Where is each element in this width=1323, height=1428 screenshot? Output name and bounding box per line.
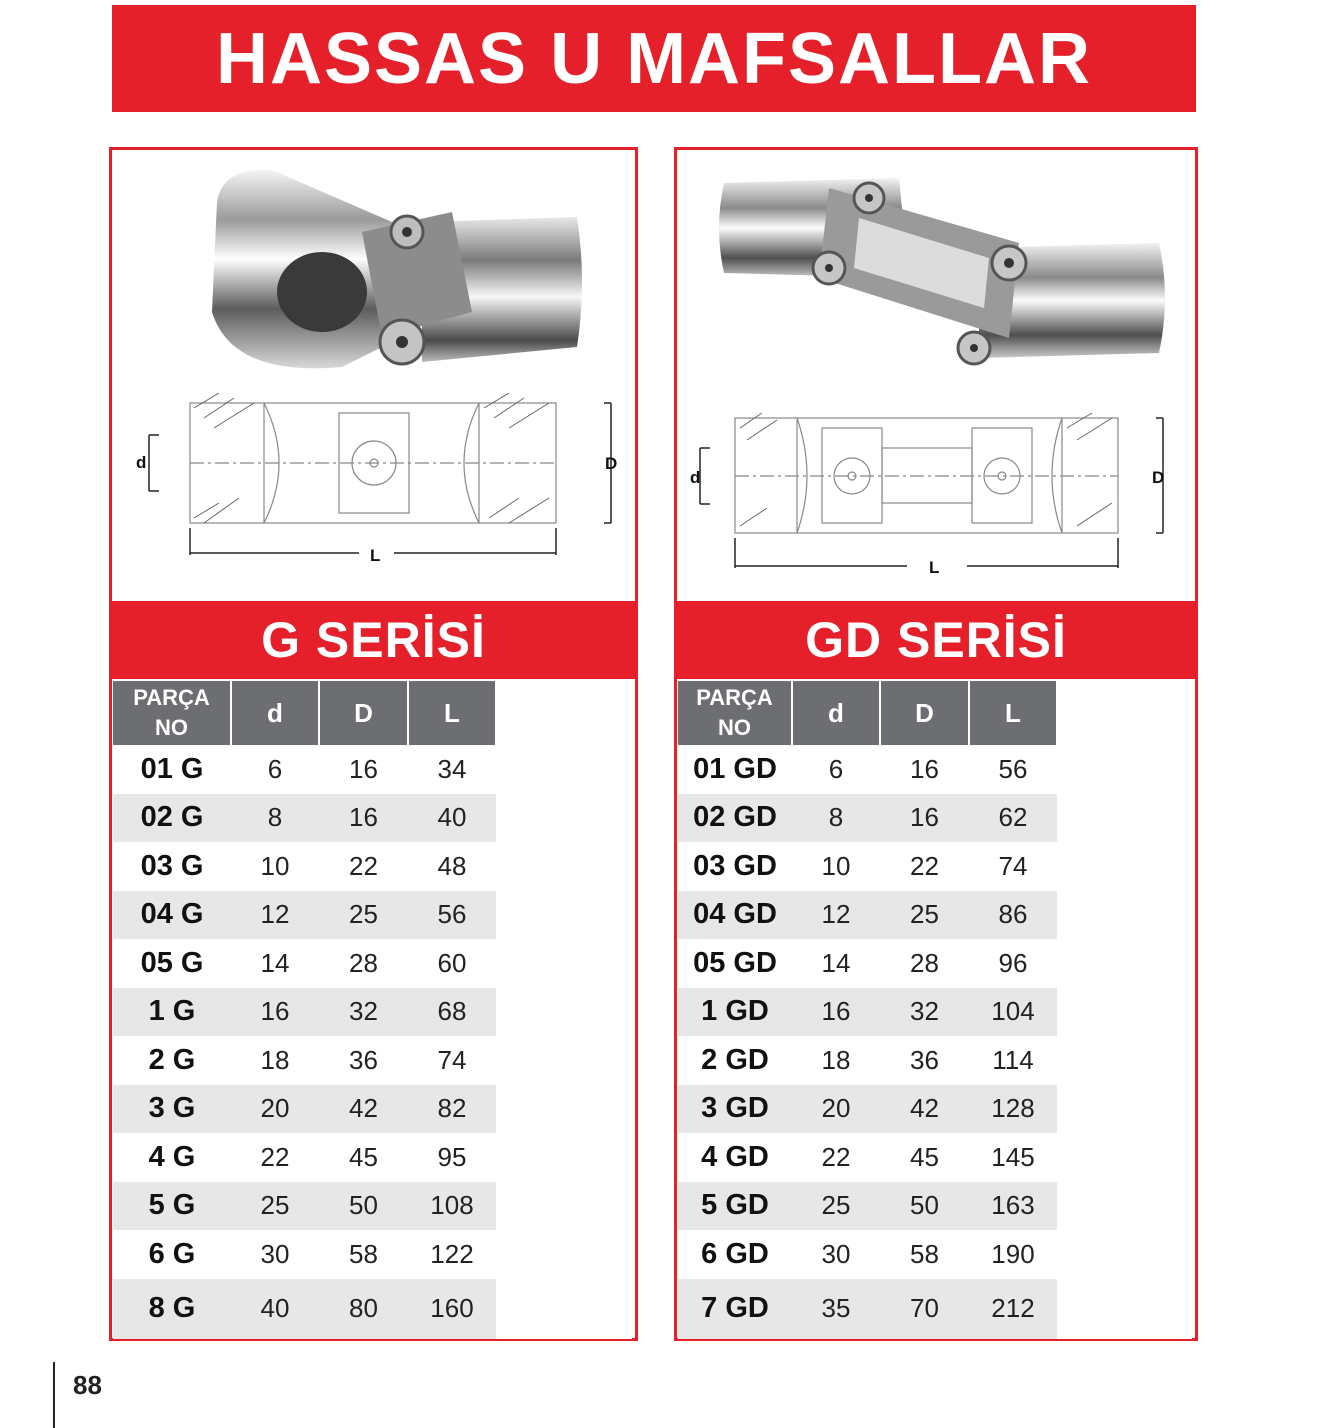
row-spacer (1057, 794, 1192, 843)
length-value: 104 (969, 988, 1057, 1037)
part-code: 4 GD (701, 1140, 769, 1173)
part-code: 04 G (113, 891, 231, 940)
col-d: d (231, 681, 319, 745)
d-value: 22 (260, 1141, 290, 1172)
col-L: L (969, 681, 1057, 745)
length-value: 56 (998, 753, 1028, 784)
col-d: d (792, 681, 880, 745)
outer-d-value: 36 (910, 1044, 939, 1075)
d-value: 12 (792, 891, 880, 940)
page-title: HASSAS U MAFSALLAR (216, 18, 1092, 99)
d-value: 6 (267, 753, 283, 784)
gd-series-panel (674, 147, 1198, 1341)
length-value: 82 (408, 1085, 496, 1134)
table-row (113, 1230, 632, 1279)
d-value: 10 (260, 850, 290, 881)
outer-d-value: 70 (880, 1279, 969, 1339)
table-row (678, 842, 1192, 891)
drawing-label-d: d (690, 468, 701, 487)
gd-series-table (678, 681, 1192, 1339)
part-code: 03 G (140, 849, 204, 882)
part-code: 6 GD (701, 1237, 769, 1270)
part-code: 3 GD (678, 1085, 792, 1134)
row-spacer (1057, 745, 1192, 794)
d-value: 40 (231, 1279, 319, 1339)
table-row (113, 1085, 632, 1134)
outer-d-value: 25 (319, 891, 408, 940)
row-spacer (1057, 1036, 1192, 1085)
length-value: 122 (430, 1238, 474, 1269)
table-row (678, 794, 1192, 843)
length-value: 34 (437, 753, 467, 784)
length-value: 108 (408, 1182, 496, 1231)
d-value: 14 (260, 947, 290, 978)
row-spacer (496, 842, 632, 891)
series-title: G SERİSİ (261, 612, 486, 668)
part-code: 6 G (148, 1237, 196, 1270)
length-value: 128 (969, 1085, 1057, 1134)
d-value: 30 (260, 1238, 290, 1269)
outer-d-value: 58 (910, 1238, 939, 1269)
part-code: 01 GD (693, 752, 777, 785)
d-value: 30 (821, 1238, 851, 1269)
g-series-heading (112, 601, 635, 679)
d-value: 20 (792, 1085, 880, 1134)
drawing-label-L: L (370, 546, 381, 565)
page-number: 88 (73, 1370, 102, 1400)
table-row (113, 1133, 632, 1182)
outer-d-value: 28 (349, 947, 378, 978)
row-spacer (496, 1036, 632, 1085)
gd-series-heading (677, 601, 1195, 679)
length-value: 145 (991, 1141, 1035, 1172)
table-row (113, 794, 632, 843)
d-value: 16 (231, 988, 319, 1037)
part-code: 02 G (113, 794, 231, 843)
part-code: 5 GD (678, 1182, 792, 1231)
outer-d-value: 50 (880, 1182, 969, 1231)
drawing-label-d: d (136, 453, 147, 472)
header-spacer (1057, 681, 1192, 745)
row-spacer (1057, 891, 1192, 940)
row-spacer (1057, 939, 1192, 988)
d-value: 6 (828, 753, 844, 784)
length-value: 74 (437, 1044, 467, 1075)
row-spacer (496, 1182, 632, 1231)
col-D: D (319, 681, 408, 745)
row-spacer (496, 1085, 632, 1134)
table-row (113, 988, 632, 1037)
length-value: 96 (998, 947, 1028, 978)
g-series-table (113, 681, 632, 1339)
table-row (113, 891, 632, 940)
outer-d-value: 16 (910, 753, 939, 784)
d-value: 8 (792, 794, 880, 843)
outer-d-value: 45 (349, 1141, 378, 1172)
table-row (678, 1133, 1192, 1182)
part-code: 3 G (113, 1085, 231, 1134)
d-value: 22 (821, 1141, 851, 1172)
row-spacer (1057, 1279, 1192, 1339)
double-u-joint-photo (709, 158, 1173, 393)
g-series-panel (109, 147, 638, 1341)
row-spacer (1057, 988, 1192, 1037)
part-code: 05 GD (693, 946, 777, 979)
length-value: 160 (408, 1279, 496, 1339)
part-code: 4 G (148, 1140, 196, 1173)
single-u-joint-photo (192, 162, 587, 394)
outer-d-value: 36 (349, 1044, 378, 1075)
row-spacer (496, 891, 632, 940)
table-row (113, 1036, 632, 1085)
part-code: 5 G (113, 1182, 231, 1231)
table-row (678, 1085, 1192, 1134)
d-value: 12 (231, 891, 319, 940)
table-row (113, 1279, 632, 1339)
part-code: 1 G (113, 988, 231, 1037)
row-spacer (496, 988, 632, 1037)
title-banner (112, 5, 1196, 112)
row-spacer (1057, 1182, 1192, 1231)
outer-d-value: 45 (910, 1141, 939, 1172)
d-value: 25 (792, 1182, 880, 1231)
table-row (113, 745, 632, 794)
table-row (678, 891, 1192, 940)
length-value: 56 (408, 891, 496, 940)
table-row (678, 988, 1192, 1037)
length-value: 163 (969, 1182, 1057, 1231)
length-value: 190 (991, 1238, 1035, 1269)
d-value: 14 (821, 947, 851, 978)
length-value: 40 (408, 794, 496, 843)
row-spacer (496, 1230, 632, 1279)
row-spacer (496, 939, 632, 988)
length-value: 74 (998, 850, 1028, 881)
drawing-label-L: L (929, 558, 940, 577)
d-value: 10 (821, 850, 851, 881)
drawing-label-D: D (605, 454, 618, 473)
part-code: 05 G (140, 946, 204, 979)
outer-d-value: 50 (319, 1182, 408, 1231)
part-code: 8 G (113, 1279, 231, 1339)
row-spacer (1057, 1230, 1192, 1279)
outer-d-value: 42 (880, 1085, 969, 1134)
col-L: L (408, 681, 496, 745)
length-value: 114 (992, 1044, 1034, 1075)
g-series-technical-drawing (124, 393, 624, 568)
outer-d-value: 22 (349, 850, 378, 881)
table-row (678, 1182, 1192, 1231)
part-code: 04 GD (678, 891, 792, 940)
length-value: 212 (969, 1279, 1057, 1339)
table-row (678, 1036, 1192, 1085)
row-spacer (496, 1133, 632, 1182)
table-row (113, 939, 632, 988)
length-value: 60 (437, 947, 467, 978)
outer-d-value: 42 (319, 1085, 408, 1134)
outer-d-value: 22 (910, 850, 939, 881)
table-row (678, 1230, 1192, 1279)
part-code: 2 GD (701, 1043, 769, 1076)
row-spacer (1057, 842, 1192, 891)
col-part-no: PARÇA NO (678, 681, 792, 745)
d-value: 18 (260, 1044, 290, 1075)
length-value: 86 (969, 891, 1057, 940)
outer-d-value: 16 (349, 753, 378, 784)
col-part-no: PARÇA NO (113, 681, 231, 745)
length-value: 48 (437, 850, 467, 881)
outer-d-value: 28 (910, 947, 939, 978)
d-value: 18 (821, 1044, 851, 1075)
table-row (678, 1279, 1192, 1339)
part-code: 7 GD (678, 1279, 792, 1339)
part-code: 02 GD (678, 794, 792, 843)
row-spacer (496, 1279, 632, 1339)
outer-d-value: 32 (880, 988, 969, 1037)
length-value: 62 (969, 794, 1057, 843)
part-code: 2 G (148, 1043, 196, 1076)
outer-d-value: 25 (880, 891, 969, 940)
table-row (113, 1182, 632, 1231)
row-spacer (1057, 1133, 1192, 1182)
d-value: 16 (792, 988, 880, 1037)
table-row (113, 842, 632, 891)
gd-series-technical-drawing (682, 408, 1182, 583)
col-D: D (880, 681, 969, 745)
row-spacer (496, 745, 632, 794)
part-code: 1 GD (678, 988, 792, 1037)
length-value: 95 (437, 1141, 467, 1172)
part-code: 03 GD (693, 849, 777, 882)
outer-d-value: 16 (880, 794, 969, 843)
table-row (678, 939, 1192, 988)
row-spacer (496, 794, 632, 843)
row-spacer (1057, 1085, 1192, 1134)
outer-d-value: 80 (319, 1279, 408, 1339)
d-value: 20 (231, 1085, 319, 1134)
outer-d-value: 16 (319, 794, 408, 843)
table-row (678, 745, 1192, 794)
d-value: 8 (231, 794, 319, 843)
header-spacer (496, 681, 632, 745)
series-title: GD SERİSİ (805, 612, 1067, 668)
d-value: 35 (792, 1279, 880, 1339)
drawing-label-D: D (1152, 468, 1165, 487)
d-value: 25 (231, 1182, 319, 1231)
page-margin-line (53, 1362, 55, 1428)
outer-d-value: 32 (319, 988, 408, 1037)
length-value: 68 (408, 988, 496, 1037)
outer-d-value: 58 (349, 1238, 378, 1269)
part-code: 01 G (140, 752, 204, 785)
